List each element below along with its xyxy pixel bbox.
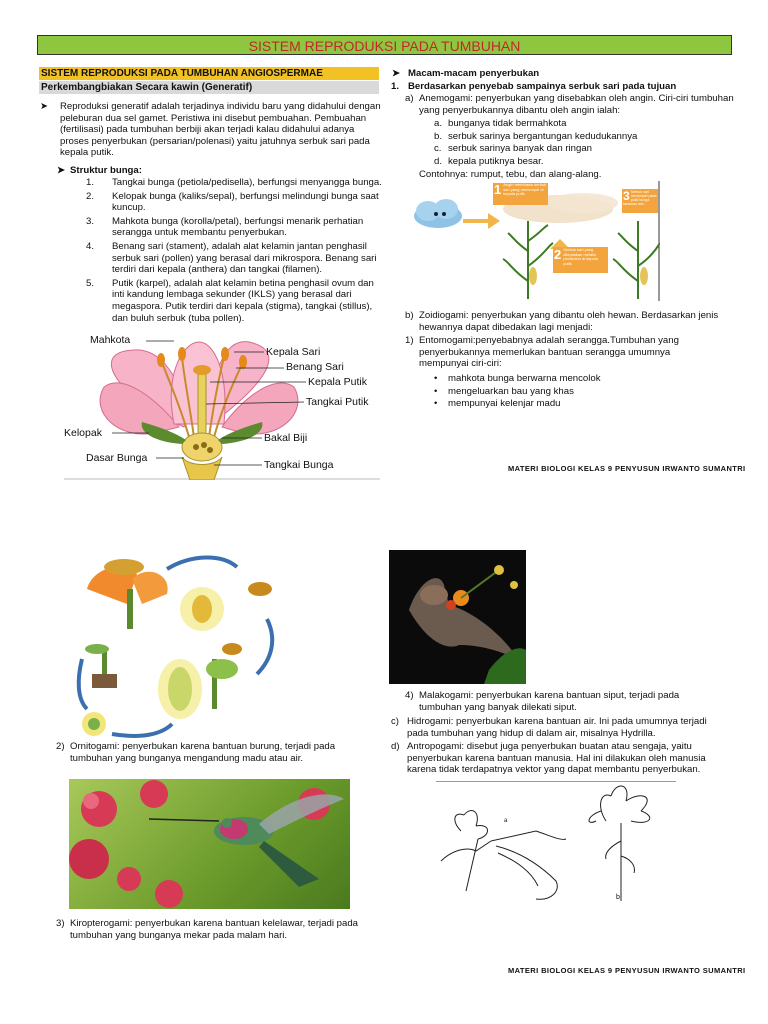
d-label: d) (391, 741, 400, 752)
list-item (434, 386, 734, 398)
page-title: SISTEM REPRODUKSI PADA TUMBUHAN (37, 35, 732, 55)
diagram-step-1 (494, 183, 548, 197)
list-item (434, 373, 734, 385)
orni-label: 2) (56, 741, 65, 752)
label-tangkai-bunga: Tangkai Bunga (264, 459, 334, 471)
struktur-item (86, 191, 382, 214)
label-kepala-sari: Kepala Sari (266, 346, 321, 358)
struktur-list (86, 177, 382, 324)
diagram-step-2 (554, 248, 608, 266)
hummingbird-illustration (69, 779, 350, 909)
c-label: c) (391, 716, 399, 727)
item-text: Putik (karpel), adalah alat kelamin betina penghasil ovum dan inti kandung lembaga sekunder (IKLS) yang berasal dari megaspora. Putik terdiri dari kepala (stigma), tangkai (stillus), dan buluh serbuk (tuba pollen). (112, 277, 374, 324)
step-text: Serbuk sari yang dilepaskan melalui pembuluh di kepala putik. (563, 247, 598, 266)
step-text: Angin membawa serbuk sari yang menempel di kepala putik. (503, 182, 547, 197)
item-text: kepala putiknya besar. (448, 155, 544, 167)
bullet-dot-icon: • (434, 398, 438, 410)
macam-title: Macam-macam penyerbukan (408, 68, 540, 79)
item-number: d. (434, 155, 443, 167)
figure-label-b: b (616, 894, 620, 901)
anemogami-list (434, 118, 734, 167)
e1-label: 1) (405, 335, 414, 346)
bat-photo (389, 550, 526, 684)
list-item (434, 131, 734, 143)
label-dasar-bunga: Dasar Bunga (86, 452, 148, 464)
sec1-number: 1. (391, 81, 400, 92)
pollination-cycle-graphic (72, 549, 292, 739)
struktur-item (86, 216, 382, 239)
bullet-arrow-icon: ➤ (392, 68, 401, 79)
contoh-text: Contohnya: rumput, tebu, dan alang-alang. (419, 169, 602, 180)
item-number: 3. (86, 215, 95, 227)
item-number: 1. (86, 177, 95, 188)
struktur-item (86, 177, 382, 189)
antropogami-text: Antropogami: disebut juga penyerbukan buatan atau sengaja, yaitu penyerbukan karena bantuan manusia. Hal ini dilakukan oleh manusia karena tidak terdapatnya vektor yang dapat membantu penyerbukan. (407, 741, 706, 776)
kiro-label: 3) (56, 918, 65, 929)
step-number: 3 (623, 189, 630, 203)
bullet-dot-icon: • (434, 373, 438, 384)
item-number: 5. (86, 277, 95, 289)
intro-paragraph: Reproduksi generatif adalah terjadinya individu baru yang didahului dengan peleburan dua sel gamet. Peristiwa ini disebut pembuahan. Pembuahan (fertilisasi) pada tumbuhan berbiji akan terjadi kalau didahului adanya proses penyerbukan (persarian/polenasi) yaitu jatuhnya serbuk sari pada kepala putik. (60, 101, 381, 159)
b-label: b) (405, 310, 414, 321)
ornitogami-text: Ornitogami: penyerbukan karena bantuan burung, terjadi pada tumbuhan yang bunganya mengandung madu atau air. (70, 741, 336, 764)
hand-pollination-drawing (436, 781, 676, 906)
list-item (434, 398, 734, 410)
bat-pollination-illustration (389, 550, 526, 684)
label-mahkota: Mahkota (90, 334, 131, 346)
figure-label-a: a (504, 818, 508, 824)
zoidiogami-text: Zoidiogami: penyerbukan yang dibantu oleh hewan. Berdasarkan jenis hewannya dapat dibedakan lagi menjadi: (419, 310, 719, 333)
a-label: a) (405, 93, 414, 104)
struktur-title: Struktur bunga: (70, 165, 142, 176)
item-text: Tangkai bunga (petiola/pedisella), berfungsi menyangga bunga. (112, 177, 382, 188)
insect-pollination-cycle-illustration (72, 549, 292, 739)
struktur-item (86, 278, 382, 324)
page-footer-2: MATERI BIOLOGI KELAS 9 PENYUSUN IRWANTO SUMANTRI (508, 966, 746, 975)
struktur-item (86, 241, 382, 276)
page-footer: MATERI BIOLOGI KELAS 9 PENYUSUN IRWANTO SUMANTRI (508, 464, 746, 473)
step-text: Serbuk sari menempel pada putik bunga tanaman lain. (623, 190, 657, 206)
item-number: 2. (86, 190, 95, 202)
step-number: 1 (494, 182, 502, 197)
label-bakal-biji: Bakal Biji (264, 432, 308, 444)
item-number: a. (434, 118, 443, 129)
bullet-dot-icon: • (434, 385, 438, 397)
hidrogami-text: Hidrogami: penyerbukan karena bantuan air. Ini pada umumnya terjadi pada tumbuhan yang hidup di dalam air, misalnya Hydrilla. (407, 716, 707, 739)
kiropterogami-text: Kiropterogami: penyerbukan karena bantuan kelelawar, terjadi pada tumbuhan yang bunganya mekar pada malam hari. (70, 918, 358, 941)
label-benang-sari: Benang Sari (286, 361, 344, 373)
item-text: serbuk sarinya banyak dan ringan (448, 143, 592, 155)
malakogami-text: Malakogami: penyerbukan karena bantuan siput, terjadi pada tumbuhan yang banyak dilekati siput. (419, 690, 680, 713)
step-number: 2 (554, 247, 562, 262)
entomogami-list (434, 373, 734, 410)
bullet-arrow-icon: ➤ (40, 101, 49, 112)
list-item (434, 156, 734, 168)
anemogami-diagram (408, 181, 660, 301)
item-text: Benang sari (stament), adalah alat kelamin jantan penghasil serbuk sari (pollen) yang berasal dari mikrospora. Benang sari terdiri dari kepala (anthera) dan tangkai (filamen). (112, 240, 377, 276)
section-heading-angiospermae: SISTEM REPRODUKSI PADA TUMBUHAN ANGIOSPERMAE (39, 67, 379, 80)
flower-structure-diagram (64, 332, 380, 480)
diagram-step-3 (623, 190, 658, 206)
hand-pollination-figure (436, 781, 676, 906)
item-number: c. (434, 143, 442, 155)
item-text: bunganya tidak bermahkota (448, 118, 567, 129)
list-item (434, 118, 734, 130)
item-number: b. (434, 130, 443, 142)
mala-label: 4) (405, 690, 414, 701)
label-tangkai-putik: Tangkai Putik (306, 396, 369, 408)
entomogami-text: Entomogami:penyebabnya adalah serangga.Tumbuhan yang penyerbukannya memerlukan bantuan serangga umumnya mempunyai ciri-ciri: (419, 335, 679, 370)
label-kelopak: Kelopak (64, 427, 102, 439)
list-item (434, 143, 734, 155)
item-text: mengeluarkan bau yang khas (448, 385, 574, 397)
item-text: Kelopak bunga (kaliks/sepal), berfungsi melindungi bunga saat kuncup. (112, 190, 379, 214)
section-subheading-generatif: Perkembangbiakan Secara kawin (Generatif) (39, 81, 379, 94)
item-text: mempunyai kelenjar madu (448, 398, 561, 410)
label-kepala-putik: Kepala Putik (308, 376, 367, 388)
bullet-arrow-icon: ➤ (57, 165, 66, 176)
hummingbird-photo (69, 779, 350, 909)
item-text: mahkota bunga berwarna mencolok (448, 373, 601, 384)
item-text: Mahkota bunga (korolla/petal), berfungsi menarik perhatian serangga untuk membantu penyerbukan. (112, 215, 364, 239)
anemogami-text: Anemogami: penyerbukan yang disebabkan oleh angin. Ciri-ciri tumbuhan yang penyerbukannya dibantu oleh angin ialah: (419, 93, 734, 116)
sec1-title: Berdasarkan penyebab sampainya serbuk sari pada tujuan (408, 81, 677, 92)
item-number: 4. (86, 240, 95, 252)
item-text: serbuk sarinya bergantungan kedudukannya (448, 130, 638, 142)
